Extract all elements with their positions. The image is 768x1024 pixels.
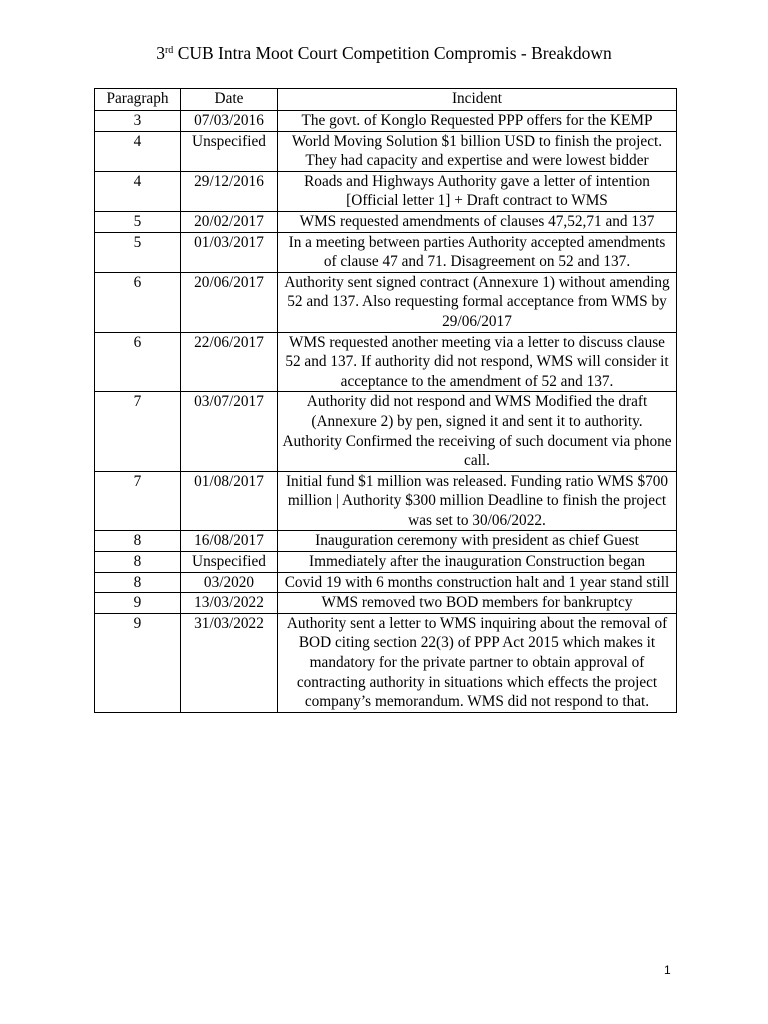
incident-cell: Authority sent a letter to WMS inquiring about the removal of BOD citing section 22(3) of PPP Act 2015 which makes it mandatory for the private partner to obtain approval of contracting authority in situations which effects the project company’s memorandum. WMS did not respond to that. — [278, 613, 677, 712]
incident-cell: Inauguration ceremony with president as chief Guest — [278, 531, 677, 552]
table-row — [95, 531, 677, 552]
header-paragraph: Paragraph — [95, 89, 181, 111]
title-prefix: 3 — [156, 43, 165, 63]
paragraph-cell: 6 — [95, 332, 181, 392]
date-cell: 03/07/2017 — [181, 392, 278, 471]
paragraph-cell: 9 — [95, 593, 181, 614]
incident-cell: Initial fund $1 million was released. Funding ratio WMS $700 million | Authority $300 million Deadline to finish the project was set to 30/06/2022. — [278, 471, 677, 531]
paragraph-cell: 8 — [95, 531, 181, 552]
date-cell: 13/03/2022 — [181, 593, 278, 614]
paragraph-cell: 7 — [95, 392, 181, 471]
incident-cell: The govt. of Konglo Requested PPP offers for the KEMP — [278, 111, 677, 132]
date-cell: 01/08/2017 — [181, 471, 278, 531]
table-row — [95, 131, 677, 171]
table-row — [95, 593, 677, 614]
paragraph-cell: 4 — [95, 131, 181, 171]
date-cell: 20/06/2017 — [181, 272, 278, 332]
table-row — [95, 613, 677, 712]
date-cell: Unspecified — [181, 552, 278, 573]
table-row — [95, 572, 677, 593]
paragraph-cell: 4 — [95, 171, 181, 211]
incident-cell: In a meeting between parties Authority accepted amendments of clause 47 and 71. Disagreement on 52 and 137. — [278, 232, 677, 272]
table-row — [95, 111, 677, 132]
paragraph-cell: 5 — [95, 211, 181, 232]
incident-cell: World Moving Solution $1 billion USD to finish the project. They had capacity and expertise and were lowest bidder — [278, 131, 677, 171]
date-cell: 22/06/2017 — [181, 332, 278, 392]
incident-cell: Covid 19 with 6 months construction halt and 1 year stand still — [278, 572, 677, 593]
title-superscript: rd — [164, 45, 174, 56]
table-row — [95, 471, 677, 531]
date-cell: Unspecified — [181, 131, 278, 171]
table-row — [95, 332, 677, 392]
breakdown-table — [94, 88, 677, 713]
incident-cell: Roads and Highways Authority gave a letter of intention [Official letter 1] + Draft contract to WMS — [278, 171, 677, 211]
date-cell: 29/12/2016 — [181, 171, 278, 211]
table-row — [95, 552, 677, 573]
paragraph-cell: 8 — [95, 552, 181, 573]
paragraph-cell: 5 — [95, 232, 181, 272]
header-date: Date — [181, 89, 278, 111]
incident-cell: Authority sent signed contract (Annexure 1) without amending 52 and 137. Also requesting formal acceptance from WMS by 29/06/2017 — [278, 272, 677, 332]
page-number: 1 — [664, 963, 671, 977]
date-cell: 20/02/2017 — [181, 211, 278, 232]
date-cell: 07/03/2016 — [181, 111, 278, 132]
date-cell: 31/03/2022 — [181, 613, 278, 712]
incident-cell: WMS requested amendments of clauses 47,52,71 and 137 — [278, 211, 677, 232]
table-row — [95, 272, 677, 332]
page-title — [0, 42, 768, 64]
paragraph-cell: 3 — [95, 111, 181, 132]
incident-cell: Immediately after the inauguration Construction began — [278, 552, 677, 573]
table-row — [95, 232, 677, 272]
table-row — [95, 211, 677, 232]
date-cell: 03/2020 — [181, 572, 278, 593]
table-row — [95, 171, 677, 211]
header-row — [95, 89, 677, 111]
header-incident: Incident — [278, 89, 677, 111]
table-body — [95, 111, 677, 713]
incident-cell: Authority did not respond and WMS Modified the draft (Annexure 2) by pen, signed it and sent it to authority. Authority Confirmed the receiving of such document via phone call. — [278, 392, 677, 471]
date-cell: 16/08/2017 — [181, 531, 278, 552]
incident-cell: WMS removed two BOD members for bankruptcy — [278, 593, 677, 614]
paragraph-cell: 9 — [95, 613, 181, 712]
table-row — [95, 392, 677, 471]
title-text: CUB Intra Moot Court Competition Compromis - Breakdown — [173, 43, 612, 63]
date-cell: 01/03/2017 — [181, 232, 278, 272]
paragraph-cell: 6 — [95, 272, 181, 332]
paragraph-cell: 7 — [95, 471, 181, 531]
paragraph-cell: 8 — [95, 572, 181, 593]
incident-cell: WMS requested another meeting via a letter to discuss clause 52 and 137. If authority did not respond, WMS will consider it acceptance to the amendment of 52 and 137. — [278, 332, 677, 392]
